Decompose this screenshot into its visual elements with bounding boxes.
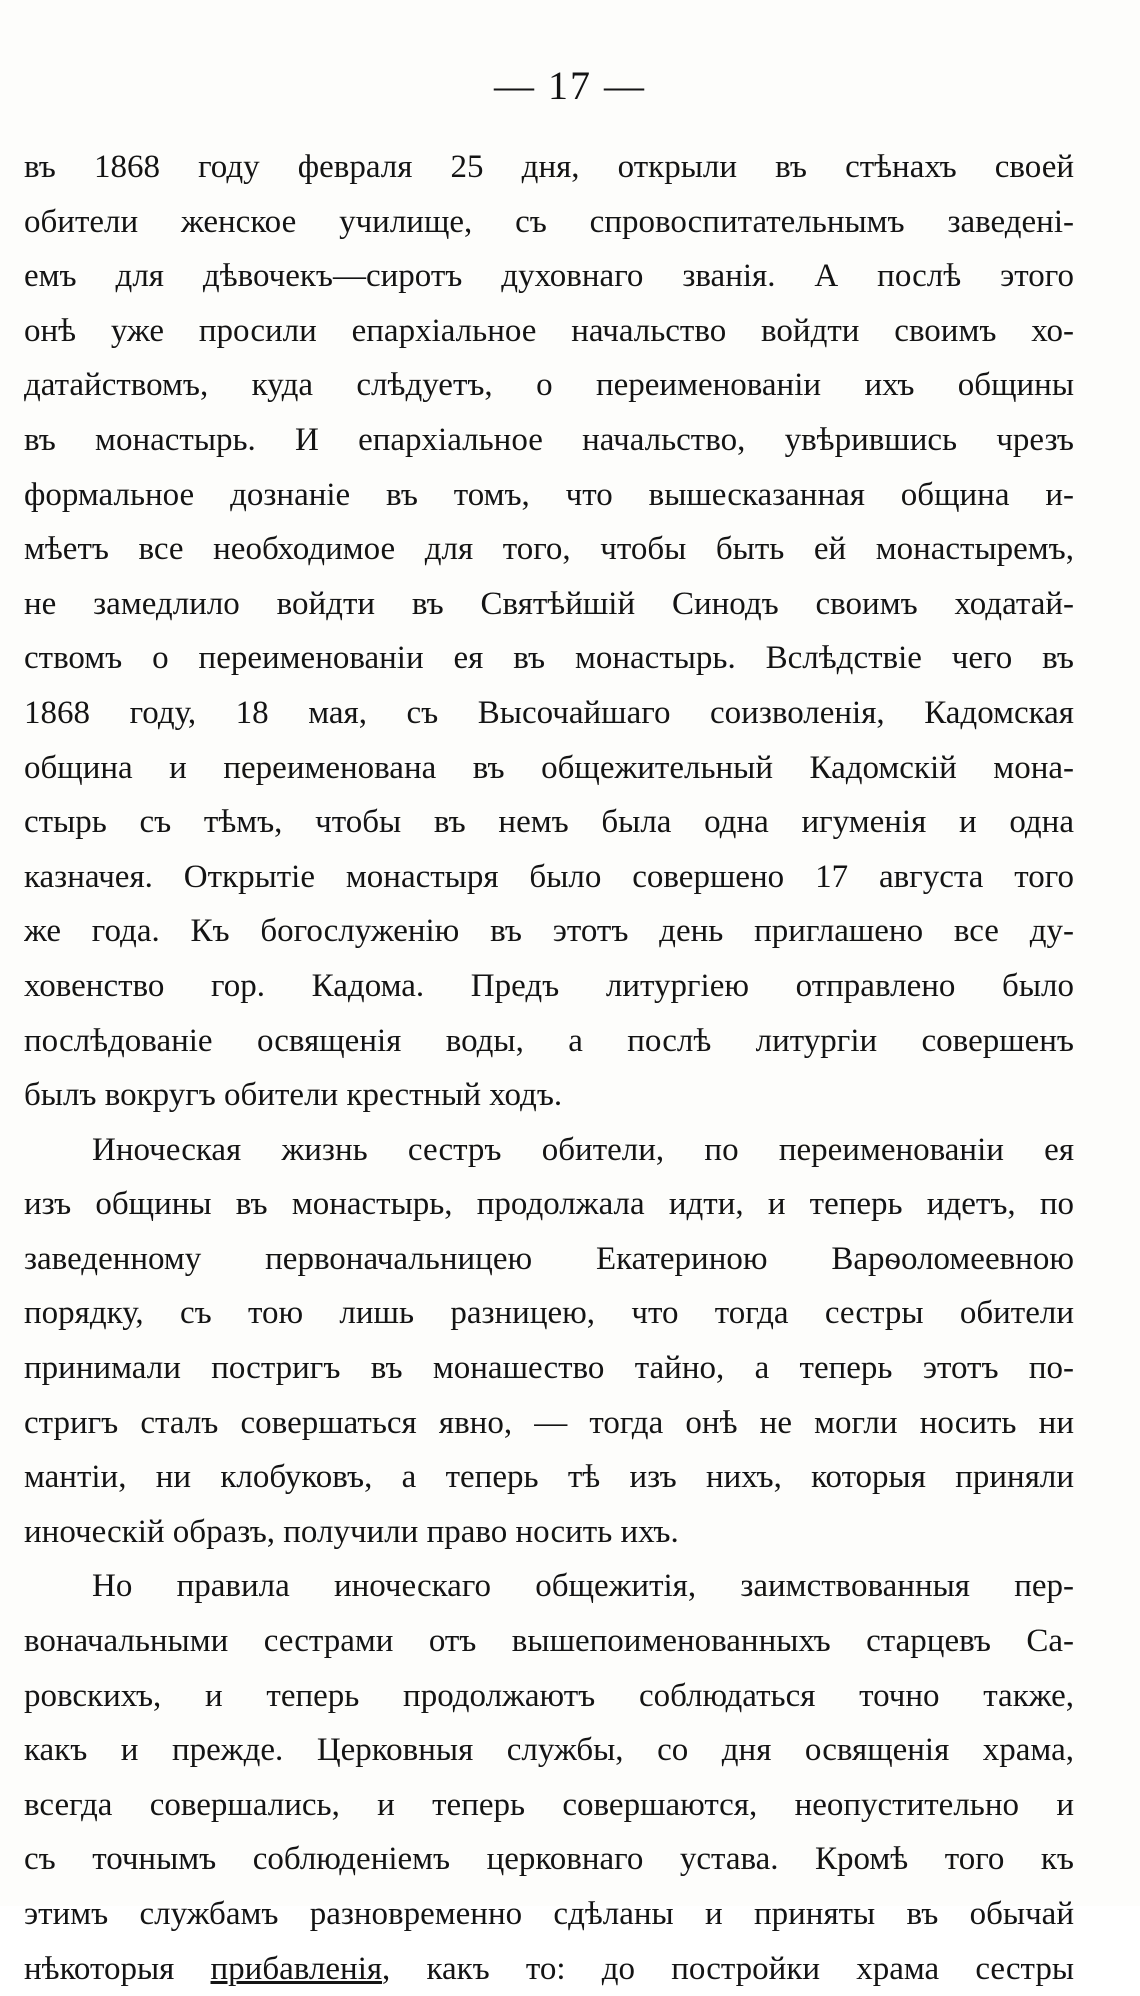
text-line: воначальными сестрами отъ вышепоименованныхъ старцевъ Са- [24, 1623, 1074, 1660]
text-line: послѣдованіе освященія воды, а послѣ литургіи совершенъ [24, 1022, 1074, 1059]
text-line: датайствомъ, куда слѣдуетъ, о переименованіи ихъ общины [24, 367, 1074, 404]
text-line: принимали постригъ въ монашество тайно, а теперь этотъ по- [24, 1350, 1074, 1387]
text-line: община и переименована въ общежительный Кадомскій мона- [24, 749, 1074, 786]
text-line: въ 1868 году февраля 25 дня, открыли въ стѣнахъ своей [24, 149, 1074, 185]
text-line: формальное дознаніе въ томъ, что вышесказанная община и- [24, 476, 1074, 513]
underlined-word: прибавленія [210, 1950, 383, 1987]
text-line: всегда совершались, и теперь совершаются, неопустительно и [24, 1786, 1074, 1823]
text-line: мѣетъ все необходимое для того, чтобы быть ей монастыремъ, [24, 531, 1074, 568]
text-line: порядку, съ тою лишь разницею, что тогда сестры обители [24, 1295, 1074, 1332]
text-line: заведенному первоначальницею Екатериною Варѳоломеевною [24, 1240, 1074, 1277]
text-line: какъ и прежде. Церковныя службы, со дня освященія храма, [24, 1732, 1074, 1769]
page-number: — 17 — [494, 63, 646, 108]
text-line: изъ общины въ монастырь, продолжала идти, и теперь идетъ, по [24, 1186, 1074, 1223]
text-line: Но правила иноческаго общежитія, заимствованныя пер- [92, 1568, 1074, 1605]
text-line: не замедлило войдти въ Святѣйшій Синодъ своимъ ходатай- [24, 585, 1074, 622]
text-line: иноческій образъ, получили право носить ихъ. [24, 1513, 679, 1550]
text-line: 1868 году, 18 мая, съ Высочайшаго соизволенія, Кадомская [24, 694, 1074, 731]
paragraph-3 [24, 1559, 1074, 1996]
text-line: стырь съ тѣмъ, чтобы въ немъ была одна игуменія и одна [24, 804, 1074, 841]
text-line: же года. Къ богослуженію въ этотъ день приглашено все ду- [24, 913, 1074, 950]
text-line: Иноческая жизнь сестръ обители, по переименованіи ея [92, 1131, 1074, 1168]
text-line: мантіи, ни клобуковъ, а теперь тѣ изъ нихъ, которыя приняли [24, 1459, 1074, 1496]
text-fragment: нѣкоторыя [24, 1950, 211, 1987]
paragraph-1 [24, 140, 1074, 1123]
text-line: съ точнымъ соблюденіемъ церковнаго устава. Кромѣ того къ [24, 1841, 1074, 1878]
body-text [24, 140, 1074, 1996]
text-line: этимъ службамъ разновременно сдѣланы и приняты въ обычай [24, 1896, 1074, 1932]
text-line: въ монастырь. И епархіальное начальство, увѣрившись чрезъ [24, 421, 1074, 458]
text-line [24, 1942, 1074, 1996]
text-fragment: , какъ то: до постройки храма сестры [382, 1950, 1074, 1987]
text-line: обители женское училище, съ спровоспитательнымъ заведені- [24, 203, 1074, 240]
text-line: емъ для дѣвочекъ—сиротъ духовнаго званія. А послѣ этого [24, 258, 1074, 295]
text-line: онѣ уже просили епархіальное начальство войдти своимъ хо- [24, 312, 1074, 349]
text-line: ствомъ о переименованіи ея въ монастырь. Вслѣдствіе чего въ [24, 640, 1074, 677]
text-line: казначея. Открытіе монастыря было совершено 17 августа того [24, 858, 1074, 895]
text-line: былъ вокругъ обители крестный ходъ. [24, 1077, 563, 1114]
paragraph-2 [24, 1123, 1074, 1560]
text-line: ховенство гор. Кадома. Предъ литургіею отправлено было [24, 967, 1074, 1004]
text-line: ровскихъ, и теперь продолжаютъ соблюдаться точно также, [24, 1677, 1074, 1714]
text-line: стригъ сталъ совершаться явно, — тогда онѣ не могли носить ни [24, 1404, 1074, 1441]
